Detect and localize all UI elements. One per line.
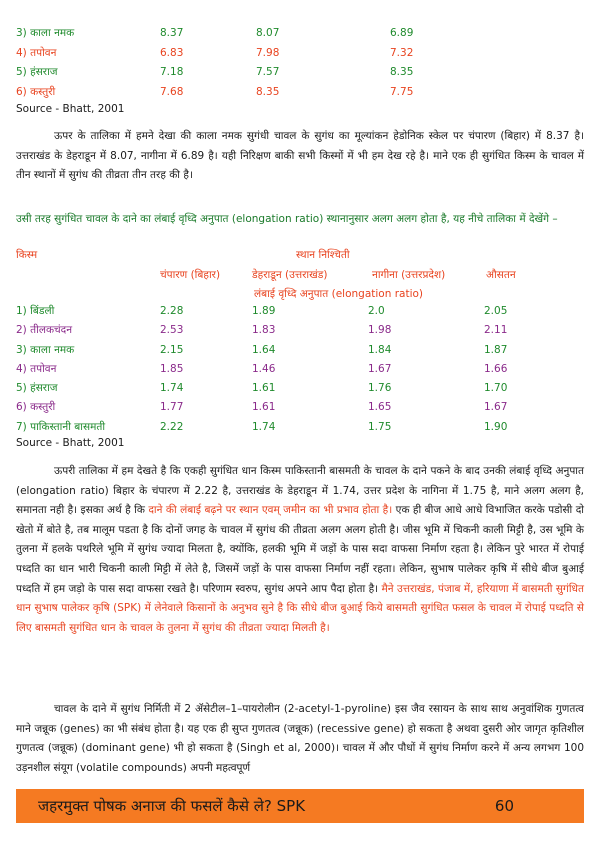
variety-name: 5) हंसराज xyxy=(16,382,58,395)
table-row xyxy=(16,418,576,437)
header-location: स्थान निश्चिती xyxy=(296,249,350,261)
value-champaran: 7.68 xyxy=(160,85,184,98)
variety-name: 1) बिंडली xyxy=(16,305,55,317)
footer-band xyxy=(16,789,584,823)
header-champaran: चंपारण (बिहार) xyxy=(160,269,221,281)
value-champaran: 2.22 xyxy=(160,420,184,433)
elongation-table xyxy=(16,302,576,437)
table-row xyxy=(16,302,576,321)
value-average: 1.90 xyxy=(484,420,508,433)
value-dehradun: 8.07 xyxy=(256,27,280,39)
value-average: 1.87 xyxy=(484,343,508,356)
table-row xyxy=(16,24,496,44)
paragraph-elongation-analysis xyxy=(16,462,584,638)
value-average: 1.66 xyxy=(484,362,508,375)
value-dehradun: 1.83 xyxy=(252,324,276,337)
value-champaran: 6.83 xyxy=(160,46,184,59)
paragraph-aroma-analysis: ऊपर के तालिका में हमने देखा की काला नमक सुगंधी चावल के सुगंध का मूल्यांकन हेडोनिक स्केल पर चंपारण (बिहार) में 8.37 है। उत्तराखंड के डेहराडून में 8.07, नागीना में 6.89 है। यही निरिक्षण बाकी सभी किस्मों में भी हम देख रहे है। माने एक ही सुगंधित किस्म के चावल में तीन स्थानों में सुगंध की तीव्रता तीन तरह की है। xyxy=(16,130,584,182)
variety-name: 5) हंसराज xyxy=(16,66,58,78)
variety-name: 3) काला नमक xyxy=(16,27,75,39)
value-average: 2.11 xyxy=(484,324,508,337)
value-dehradun: 1.89 xyxy=(252,305,276,317)
value-champaran: 1.74 xyxy=(160,382,184,395)
value-dehradun: 7.98 xyxy=(256,46,280,59)
value-dehradun: 1.64 xyxy=(252,343,276,356)
value-champaran: 2.15 xyxy=(160,343,184,356)
value-dehradun: 8.35 xyxy=(256,85,280,98)
value-average: 1.67 xyxy=(484,401,508,414)
value-nagina: 7.32 xyxy=(390,46,414,59)
value-champaran: 1.85 xyxy=(160,362,184,375)
footer-title: जहरमुक्त पोषक अनाज की फसलें कैसे ले? SPK xyxy=(38,797,306,815)
elongation-intro: उसी तरह सुगंधित चावल के दाने का लंबाई वृध्दि अनुपात (elongation ratio) स्थानानुसार अलग अलग होता है, यह नीचे तालिका में देखेंगे – xyxy=(16,213,558,225)
table1-source: Source - Bhatt, 2001 xyxy=(16,103,125,115)
value-champaran: 2.53 xyxy=(160,324,184,337)
value-champaran: 1.77 xyxy=(160,401,184,414)
variety-name: 6) कस्तुरी xyxy=(16,401,56,414)
paragraph-genetics: चावल के दाने में सुगंध निर्मिती में 2 ॲसेटील–1–पायरोलीन (2-acetyl-1-pyroline) इस जैव रसायन के साथ साथ अनुवांशिक गुणतत्व माने जन्नूक (genes) का भी संबंध होता है। यह एक ही सुप्त गुणतत्व (जन्नूक) (recessive gene) हो सकता है अथवा दुसरी ओर जागृत कृतिशील गुणतत्व (जन्नूक) (dominant gene) भी हो सकता है (Singh et al, 2000)। चावल में और पौधों में सुगंध निर्माण करने में अन्य लगभग 100 उड़नशील संयूग (volatile compounds) अपनी महत्वपूर्ण xyxy=(16,703,584,774)
header-elongation-ratio: लंबाई वृध्दि अनुपात (elongation ratio) xyxy=(254,288,424,300)
table-row xyxy=(16,63,496,83)
highlight-land-effect: दाने की लंबाई बढ़ने पर स्थान एवम् जमीन का भी प्रभाव होता है। xyxy=(148,504,393,517)
variety-name: 6) कस्तुरी xyxy=(16,85,56,98)
value-nagina: 1.67 xyxy=(368,362,392,375)
table-row xyxy=(16,44,496,64)
value-nagina: 1.75 xyxy=(368,420,392,433)
value-champaran: 8.37 xyxy=(160,27,184,39)
value-nagina: 6.89 xyxy=(390,27,414,39)
paragraph-text: ऊपरी तालिका में हम देखते है कि एकही सुगंधित धान किस्म पाकिस्तानी बासमती के चावल के दाने पकने के बाद उनकी लंबाई वृध्दि अनुपात (elongation ratio) बिहार के चंपारण में 2.22 है, उत्तराखंड के डेहराडून में 1.74, उत्तर प्रदेश के नागिना में 1.75 है, माने अलग अलग है, समानता नही है। इसका अर्थ है कि xyxy=(16,465,584,517)
header-dehradun: डेहराडून (उत्तराखंड) xyxy=(252,269,328,281)
variety-name: 3) काला नमक xyxy=(16,343,75,356)
value-nagina: 1.76 xyxy=(368,382,392,395)
value-dehradun: 1.46 xyxy=(252,362,276,375)
table-row xyxy=(16,398,576,417)
value-average: 2.05 xyxy=(484,305,508,317)
value-nagina: 1.84 xyxy=(368,343,392,356)
value-champaran: 7.18 xyxy=(160,66,184,78)
value-nagina: 8.35 xyxy=(390,66,414,78)
value-average: 1.70 xyxy=(484,382,508,395)
value-dehradun: 1.61 xyxy=(252,382,276,395)
value-nagina: 1.65 xyxy=(368,401,392,414)
value-dehradun: 1.74 xyxy=(252,420,276,433)
value-nagina: 1.98 xyxy=(368,324,392,337)
table2-source: Source - Bhatt, 2001 xyxy=(16,437,125,449)
variety-name: 2) तीलकचंदन xyxy=(16,324,73,337)
paragraph-text: एक ही बीज आधे आधे विभाजित करके पडोसी दो खेतो में बोते है, तब मालूम पडता है कि दोनों जगह के चावल में सुगंध की तीव्रता अलग अलग होती है। जीस भूमि में चिकनी काली मिट्टी है, उस भूमि के तुलना में हलके पथरिले भूमि में सुगंध ज्यादा मिलता है, क्योंकि, हलकी भूमि में जड़ों के पास सदा वाफसा निर्माण रहता है। लेकिन पुरे भारत में रोपाई पध्दति का धान भारी चिकनी काली मिट्टी में लेते है, जिसमें जड़ों के पास वाफसा निर्माण नहीं रहता। लेकिन, सुभाष पालेकर कृषि में सीधे बीज बुआई पध्दति में हम जड़ो के पास सदा वाफसा रखते है। परिणाम स्वरुप, सुगंध अपने आप पैदा होता है। xyxy=(16,504,584,595)
variety-name: 4) तपोवन xyxy=(16,362,57,375)
header-variety: किस्म xyxy=(16,249,38,261)
value-nagina: 2.0 xyxy=(368,305,385,317)
value-champaran: 2.28 xyxy=(160,305,184,317)
aroma-table xyxy=(16,24,496,102)
table-row xyxy=(16,83,496,103)
header-average: औसतन xyxy=(486,269,516,281)
table-row xyxy=(16,321,576,340)
variety-name: 7) पाकिस्तानी बासमती xyxy=(16,420,106,433)
table-row xyxy=(16,379,576,398)
header-nagina: नागीना (उत्तरप्रदेश) xyxy=(372,269,446,281)
page-number: 60 xyxy=(494,797,514,815)
value-nagina: 7.75 xyxy=(390,85,414,98)
value-dehradun: 7.57 xyxy=(256,66,280,78)
table-row xyxy=(16,360,576,379)
variety-name: 4) तपोवन xyxy=(16,46,57,59)
highlight-farmer-experience: मैने उत्तराखंड, पंजाब में, हरियाणा में बासमती सुगंधित धान सुभाष पालेकर कृषि (SPK) में लेनेवाले किसानों के अनुभव सुने है कि सीधे बीज बुआई किये बासमती सुगंधित फसल के चावल में रोपाई पध्दति से लिए बासमती सुगंधित धान के चावल के तुलना में सुगंध की तीव्रता ज्यादा मिलती है। xyxy=(16,582,584,634)
value-dehradun: 1.61 xyxy=(252,401,276,414)
table-row xyxy=(16,341,576,360)
